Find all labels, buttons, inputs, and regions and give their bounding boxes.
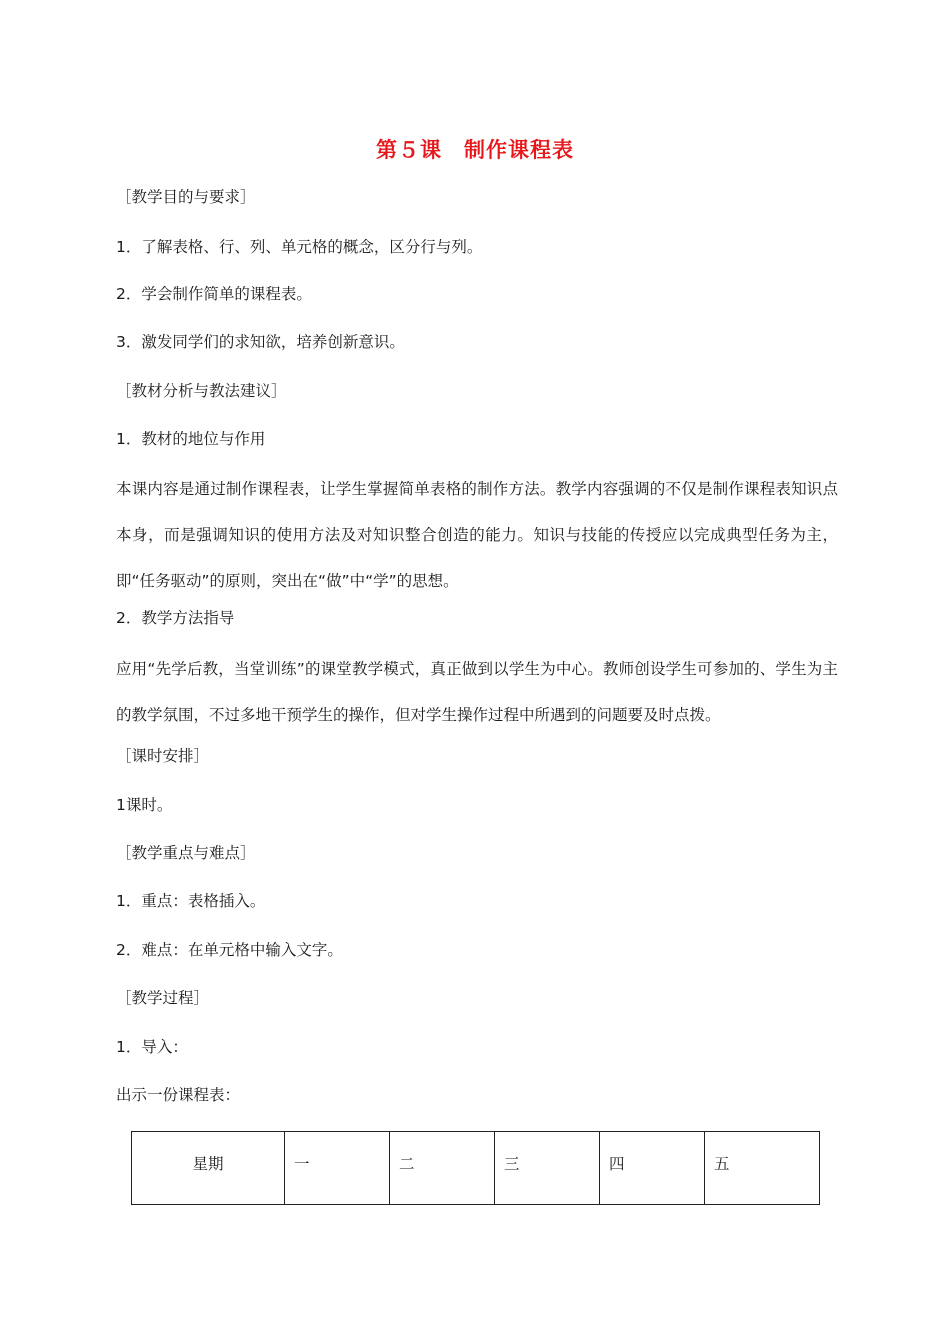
analysis-1-title: 1．教材的地位与作用 — [116, 430, 266, 448]
analysis-2-title: 2．教学方法指导 — [116, 609, 235, 627]
keypoint-1: 1．重点：表格插入。 — [116, 892, 266, 910]
schedule-body: 1课时。 — [116, 796, 173, 814]
keypoint-2: 2．难点：在单元格中输入文字。 — [116, 941, 343, 959]
timetable-header-row — [132, 1132, 820, 1205]
lesson-title — [0, 134, 950, 164]
analysis-1-body: 本课内容是通过制作课程表，让学生掌握简单表格的制作方法。教学内容强调的不仅是制作课程表知识点本身，而是强调知识的使用方法及对知识整合创造的能力。知识与技能的传授应以完成典型任务为主，即“任务驱动”的原则，突出在“做”中“学”的思想。 — [116, 480, 838, 590]
lesson-name: 制作课程表 — [464, 138, 574, 162]
process-heading: ［教学过程］ — [116, 989, 210, 1007]
goal-1: 1．了解表格、行、列、单元格的概念，区分行与列。 — [116, 238, 483, 256]
goals-heading: ［教学目的与要求］ — [116, 188, 256, 206]
goal-2: 2．学会制作简单的课程表。 — [116, 285, 312, 303]
process-show: 出示一份课程表： — [116, 1086, 241, 1104]
lesson-number: 第５课 — [376, 138, 442, 162]
analysis-heading: ［教材分析与教法建议］ — [116, 382, 287, 400]
timetable — [131, 1131, 820, 1205]
keypoints-heading: ［教学重点与难点］ — [116, 844, 256, 862]
schedule-heading: ［课时安排］ — [116, 747, 210, 765]
timetable-cell-fri: 五 — [705, 1132, 820, 1205]
analysis-2-body: 应用“先学后教，当堂训练”的课堂教学模式，真正做到以学生为中心。教师创设学生可参加的、学生为主的教学氛围，不过多地干预学生的操作，但对学生操作过程中所遇到的问题要及时点拨。 — [116, 660, 838, 724]
process-1: 1．导入： — [116, 1038, 188, 1056]
timetable-cell-wed: 三 — [495, 1132, 600, 1205]
timetable-cell-thu: 四 — [600, 1132, 705, 1205]
timetable-cell-weekday: 星期 — [132, 1132, 285, 1205]
timetable-cell-tue: 二 — [390, 1132, 495, 1205]
goal-3: 3．激发同学们的求知欲，培养创新意识。 — [116, 333, 405, 351]
timetable-cell-mon: 一 — [285, 1132, 390, 1205]
